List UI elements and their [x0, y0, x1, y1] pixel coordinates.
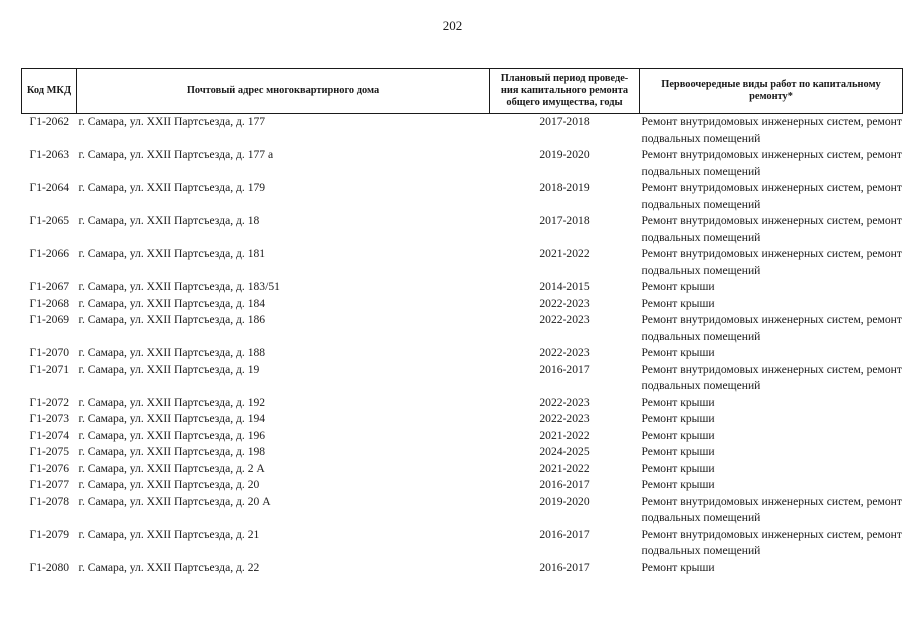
address-cell: г. Самара, ул. XXII Партсъезда, д. 177 а	[78, 148, 274, 161]
table-row	[22, 444, 903, 461]
works-cell: Ремонт крыши	[641, 346, 715, 359]
period-cell: 2021-2022	[539, 428, 590, 442]
works-cell: Ремонт крыши	[641, 560, 715, 574]
table-header-row	[22, 69, 903, 114]
address-cell: г. Самара, ул. XXII Партсъезда, д. 194	[78, 412, 266, 425]
address-cell: г. Самара, ул. XXII Партсъезда, д. 183/51	[78, 280, 280, 293]
table-row	[22, 246, 903, 279]
code-cell: Г1-2065	[29, 214, 70, 227]
address-cell: г. Самара, ул. XXII Партсъезда, д. 179	[78, 181, 266, 194]
period-cell: 2017-2018	[539, 115, 590, 128]
address-cell: г. Самара, ул. XXII Партсъезда, д. 19	[78, 362, 260, 376]
code-cell: Г1-2069	[29, 313, 70, 326]
header-works: Первоочередные виды работ по капитальному ремонту*	[640, 69, 903, 114]
table-row	[22, 461, 903, 478]
period-cell: 2014-2015	[539, 280, 590, 293]
period-cell: 2024-2025	[539, 445, 590, 458]
table-row	[22, 411, 903, 428]
address-cell: г. Самара, ул. XXII Партсъезда, д. 186	[78, 313, 266, 326]
code-cell: Г1-2068	[29, 296, 70, 310]
address-cell: г. Самара, ул. XXII Партсъезда, д. 21	[78, 527, 260, 541]
table-row	[22, 279, 903, 296]
table-row	[22, 114, 903, 148]
address-cell: г. Самара, ул. XXII Партсъезда, д. 196	[78, 428, 266, 442]
table-row	[22, 180, 903, 213]
period-cell: 2019-2020	[539, 494, 590, 508]
table-row	[22, 494, 903, 527]
period-cell: 2021-2022	[539, 461, 590, 475]
period-cell: 2016-2017	[539, 362, 590, 376]
code-cell: Г1-2066	[29, 247, 70, 260]
table-row	[22, 428, 903, 445]
address-cell: г. Самара, ул. XXII Партсъезда, д. 192	[78, 395, 266, 409]
period-cell: 2021-2022	[539, 247, 590, 260]
table-row	[22, 362, 903, 395]
period-cell: 2016-2017	[539, 527, 590, 541]
header-address: Почтовый адрес многоквартирного дома	[77, 69, 490, 114]
code-cell: Г1-2067	[29, 280, 70, 293]
works-cell: Ремонт крыши	[641, 296, 715, 310]
works-cell: Ремонт внутридомовых инженерных систем, ремонт подвальных помещений	[641, 362, 902, 392]
code-cell: Г1-2073	[29, 412, 70, 425]
address-cell: г. Самара, ул. XXII Партсъезда, д. 184	[78, 296, 266, 310]
period-cell: 2018-2019	[539, 181, 590, 194]
header-code: Код МКД	[22, 69, 77, 114]
code-cell: Г1-2063	[29, 148, 70, 161]
table-row	[22, 312, 903, 345]
table-row	[22, 147, 903, 180]
period-cell: 2022-2023	[539, 412, 590, 425]
address-cell: г. Самара, ул. XXII Партсъезда, д. 198	[78, 445, 266, 458]
works-cell: Ремонт внутридомовых инженерных систем, ремонт подвальных помещений	[641, 313, 902, 343]
works-cell: Ремонт внутридомовых инженерных систем, ремонт подвальных помещений	[641, 181, 902, 211]
address-cell: г. Самара, ул. XXII Партсъезда, д. 18	[78, 214, 260, 227]
table-row	[22, 527, 903, 560]
works-cell: Ремонт крыши	[641, 478, 715, 491]
code-cell: Г1-2075	[29, 445, 70, 458]
works-cell: Ремонт крыши	[641, 428, 715, 442]
works-cell: Ремонт крыши	[641, 412, 715, 425]
code-cell: Г1-2071	[29, 362, 70, 376]
period-cell: 2022-2023	[539, 313, 590, 326]
address-cell: г. Самара, ул. XXII Партсъезда, д. 177	[78, 115, 266, 128]
table-row	[22, 213, 903, 246]
works-cell: Ремонт внутридомовых инженерных систем, ремонт подвальных помещений	[641, 214, 902, 244]
code-cell: Г1-2064	[29, 181, 70, 194]
period-cell: 2022-2023	[539, 395, 590, 409]
code-cell: Г1-2080	[29, 560, 70, 574]
period-cell: 2022-2023	[539, 346, 590, 359]
repair-schedule-table	[21, 68, 903, 576]
code-cell: Г1-2079	[29, 527, 70, 541]
works-cell: Ремонт внутридомовых инженерных систем, ремонт подвальных помещений	[641, 527, 902, 557]
address-cell: г. Самара, ул. XXII Партсъезда, д. 20 А	[78, 494, 271, 508]
period-cell: 2017-2018	[539, 214, 590, 227]
code-cell: Г1-2074	[29, 428, 70, 442]
table-row	[22, 395, 903, 412]
works-cell: Ремонт крыши	[641, 445, 715, 458]
header-period: Плановый период проведе-ния капитального ремонта общего имущества, годы	[490, 69, 640, 114]
works-cell: Ремонт внутридомовых инженерных систем, ремонт подвальных помещений	[641, 115, 902, 145]
address-cell: г. Самара, ул. XXII Партсъезда, д. 181	[78, 247, 266, 260]
works-cell: Ремонт внутридомовых инженерных систем, ремонт подвальных помещений	[641, 148, 902, 178]
code-cell: Г1-2062	[29, 115, 70, 128]
period-cell: 2022-2023	[539, 296, 590, 310]
code-cell: Г1-2076	[29, 461, 70, 475]
works-cell: Ремонт крыши	[641, 280, 715, 293]
works-cell: Ремонт внутридомовых инженерных систем, ремонт подвальных помещений	[641, 247, 902, 277]
code-cell: Г1-2078	[29, 494, 70, 508]
works-cell: Ремонт крыши	[641, 395, 715, 409]
code-cell: Г1-2077	[29, 478, 70, 491]
table-row	[22, 560, 903, 577]
works-cell: Ремонт крыши	[641, 461, 715, 475]
code-cell: Г1-2070	[29, 346, 70, 359]
code-cell: Г1-2072	[29, 395, 70, 409]
period-cell: 2019-2020	[539, 148, 590, 161]
period-cell: 2016-2017	[539, 560, 590, 574]
table-body	[22, 114, 903, 577]
table-row	[22, 296, 903, 313]
works-cell: Ремонт внутридомовых инженерных систем, ремонт подвальных помещений	[641, 494, 902, 524]
page-number: 202	[442, 18, 463, 33]
table-row	[22, 345, 903, 362]
address-cell: г. Самара, ул. XXII Партсъезда, д. 20	[78, 478, 260, 491]
table-row	[22, 477, 903, 494]
address-cell: г. Самара, ул. XXII Партсъезда, д. 22	[78, 560, 260, 574]
address-cell: г. Самара, ул. XXII Партсъезда, д. 188	[78, 346, 266, 359]
period-cell: 2016-2017	[539, 478, 590, 491]
address-cell: г. Самара, ул. XXII Партсъезда, д. 2 А	[78, 461, 265, 475]
